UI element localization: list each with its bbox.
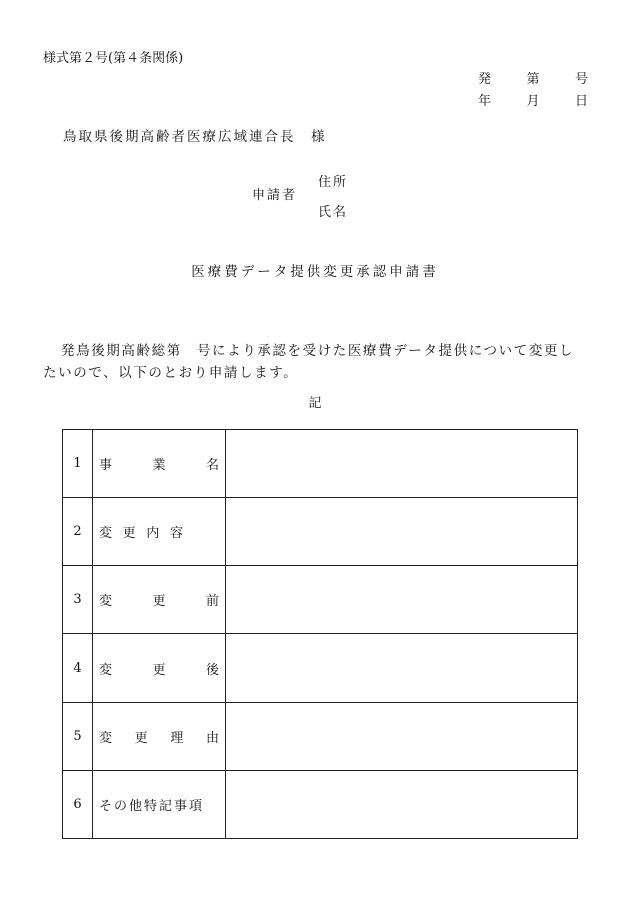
table-row: [63, 702, 578, 770]
item-label-char: 容: [169, 526, 183, 542]
item-label: [93, 498, 226, 566]
item-label: [93, 702, 226, 770]
item-number: 6: [63, 770, 93, 838]
date-line: [478, 95, 588, 108]
item-label-text: その他特記事項: [99, 798, 205, 814]
item-number: 1: [63, 430, 93, 498]
address-label: 住所: [318, 175, 349, 190]
item-label-char: 由: [205, 730, 219, 746]
item-label-char: 変: [99, 730, 113, 746]
item-label-char: 更: [122, 526, 136, 542]
item-number: 3: [63, 566, 93, 634]
issue-number-line: [478, 73, 588, 86]
body-text: 発鳥後期高齢総第 号により承認を受けた医療費データ提供について変更したいので、以下のとおり申請します。: [43, 343, 575, 381]
item-label-char: 前: [205, 594, 219, 610]
items-table: [62, 429, 578, 839]
item-value-field[interactable]: [226, 430, 578, 498]
table-row: [63, 634, 578, 702]
document-title: 医療費データ提供変更承認申請書: [191, 264, 439, 280]
name-label: 氏名: [318, 205, 349, 220]
item-label-char: 後: [205, 662, 219, 678]
item-label-char: 変: [99, 662, 113, 678]
date-char: 月: [526, 94, 540, 109]
item-label-char: 変: [99, 594, 113, 610]
issue-char: 第: [526, 72, 540, 87]
addressee: 鳥取県後期高齢者医療広域連合長 様: [63, 129, 327, 145]
item-label: [93, 770, 226, 838]
item-label: [93, 566, 226, 634]
item-label-char: 更: [152, 662, 166, 678]
item-number: 4: [63, 634, 93, 702]
item-label-char: 更: [152, 594, 166, 610]
table-row: [63, 770, 578, 838]
item-value-field[interactable]: [226, 702, 578, 770]
item-label-char: 理: [170, 730, 184, 746]
item-label-char: 名: [205, 458, 219, 474]
item-value-field[interactable]: [226, 770, 578, 838]
item-value-field[interactable]: [226, 566, 578, 634]
item-label: [93, 634, 226, 702]
date-char: 年: [478, 94, 492, 109]
item-value-field[interactable]: [226, 634, 578, 702]
applicant-label: 申請者: [252, 188, 298, 203]
item-label: [93, 430, 226, 498]
item-number: 2: [63, 498, 93, 566]
date-char: 日: [574, 94, 588, 109]
item-label-char: 変: [99, 526, 113, 542]
item-value-field[interactable]: [226, 498, 578, 566]
form-number: 様式第２号(第４条関係): [43, 51, 184, 66]
issue-char: 号: [574, 72, 588, 87]
item-label-char: 業: [152, 458, 166, 474]
issue-char: 発: [478, 72, 492, 87]
item-label-char: 更: [134, 730, 148, 746]
table-row: [63, 566, 578, 634]
table-row: [63, 430, 578, 498]
item-label-char: 内: [146, 526, 160, 542]
item-number: 5: [63, 702, 93, 770]
ki-mark: 記: [308, 396, 322, 411]
item-label-char: 事: [99, 458, 113, 474]
table-row: [63, 498, 578, 566]
